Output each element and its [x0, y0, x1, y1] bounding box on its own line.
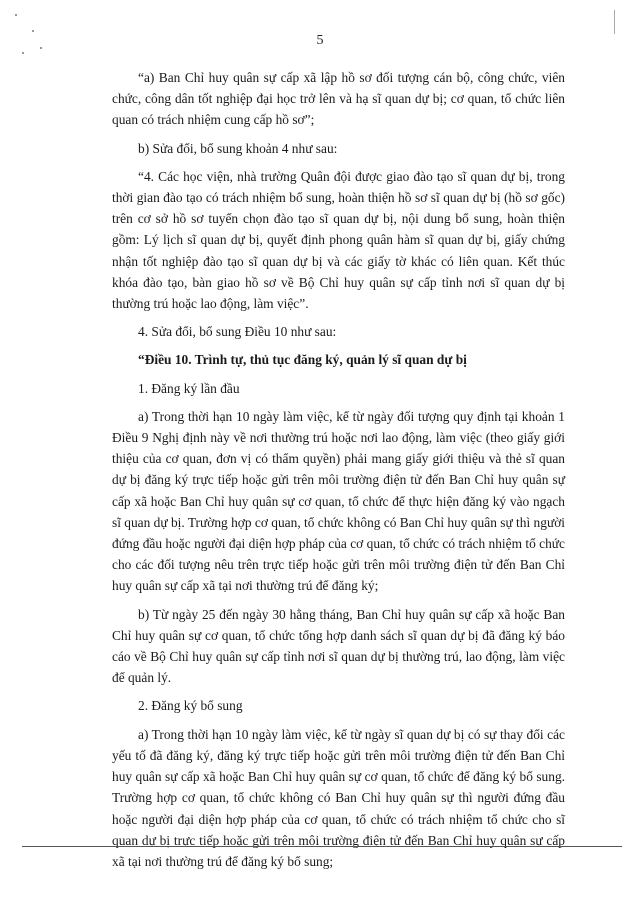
- paragraph-clause-4-text: “4. Các học viện, nhà trường Quân đội được giao đào tạo sĩ quan dự bị, trong thời gian đào tạo có trách nhiệm bổ sung, hoàn thiện hồ sơ sĩ quan dự bị (hồ sơ gốc) trên cơ sở hồ sơ tuyển chọn đào tạo sĩ quan dự bị, nội dung bổ sung, hoàn thiện gồm: Lý lịch sĩ quan dự bị, quyết định phong quân hàm sĩ quan dự bị, giấy chứng nhận tốt nghiệp đào tạo sĩ quan dự bị và các giấy tờ khác có liên quan. Kết thúc khóa đào tạo, bàn giao hồ sơ về Bộ Chỉ huy quân sự cấp tỉnh nơi sĩ quan dự bị thường trú hoặc lao động, làm việc”.: [112, 168, 565, 312]
- scan-edge-mark: [614, 10, 615, 34]
- article-10-heading: “Điều 10. Trình tự, thủ tục đăng ký, quản lý sĩ quan dự bị: [138, 352, 467, 368]
- document-body: [112, 67, 565, 872]
- paragraph-2a: a) Trong thời hạn 10 ngày làm việc, kể từ ngày sĩ quan dự bị có sự thay đổi các yếu tố đã đăng ký, đăng ký trực tiếp hoặc gửi trên môi trường điện tử đến Ban Chỉ huy quân sự cấp xã hoặc Ban Chỉ huy quân sự cơ quan, tổ chức để đăng ký bổ sung. Trường hợp cơ quan, tổ chức không có Ban Chỉ huy quân sự thì người đứng đầu hoặc người đại diện hợp pháp của cơ quan, tổ chức có trách nhiệm tổ chức cho sĩ quan dự bị trực tiếp hoặc gửi trên môi trường điện tử đến Ban Chỉ huy quân sự cấp xã tại nơi thường trú để đăng ký bổ sung;: [112, 726, 565, 869]
- section-1-heading: 1. Đăng ký lần đầu: [138, 380, 240, 396]
- section-2-heading: 2. Đăng ký bổ sung: [138, 698, 243, 714]
- bottom-rule: [22, 846, 622, 847]
- paragraph-amend-article-10: 4. Sửa đổi, bổ sung Điều 10 như sau:: [138, 324, 337, 340]
- paragraph-amend-clause-4: b) Sửa đổi, bổ sung khoản 4 như sau:: [138, 140, 338, 156]
- paragraph-1b: b) Từ ngày 25 đến ngày 30 hằng tháng, Ban Chỉ huy quân sự cấp xã hoặc Ban Chỉ huy quân sự cơ quan, tổ chức tổng hợp danh sách sĩ quan dự bị đã đăng ký báo cáo về Bộ Chỉ huy quân sự cấp tỉnh nơi sĩ quan dự bị thường trú, lao động, làm việc để quản lý.: [112, 606, 565, 686]
- paragraph-1a: a) Trong thời hạn 10 ngày làm việc, kể từ ngày đối tượng quy định tại khoản 1 Điều 9 Nghị định này về nơi thường trú hoặc nơi lao động, làm việc (theo giấy giới thiệu của cơ quan, đơn vị có thẩm quyền) phải mang giấy giới thiệu và thẻ sĩ quan dự bị đăng ký trực tiếp hoặc gửi trên môi trường điện tử đến Ban Chỉ huy quân sự cấp xã hoặc Ban Chỉ huy quân sự cơ quan, tổ chức để thực hiện đăng ký vào ngạch sĩ quan dự bị. Trường hợp cơ quan, tổ chức không có Ban Chỉ huy quân sự thì người đứng đầu hoặc người đại diện hợp pháp của cơ quan, tổ chức có trách nhiệm tổ chức cho các đối tượng nêu trên trực tiếp hoặc gửi trên môi trường điện tử đến Ban Chỉ huy quân sự cấp xã tại nơi thường trú để đăng ký;: [112, 408, 565, 594]
- page-number: 5: [316, 33, 324, 48]
- paragraph-item-a-records: “a) Ban Chỉ huy quân sự cấp xã lập hồ sơ đối tượng cán bộ, công chức, viên chức, công dân tốt nghiệp đại học trở lên và hạ sĩ quan dự bị; cơ quan, tổ chức liên quan có trách nhiệm cung cấp hồ sơ”;: [112, 70, 565, 128]
